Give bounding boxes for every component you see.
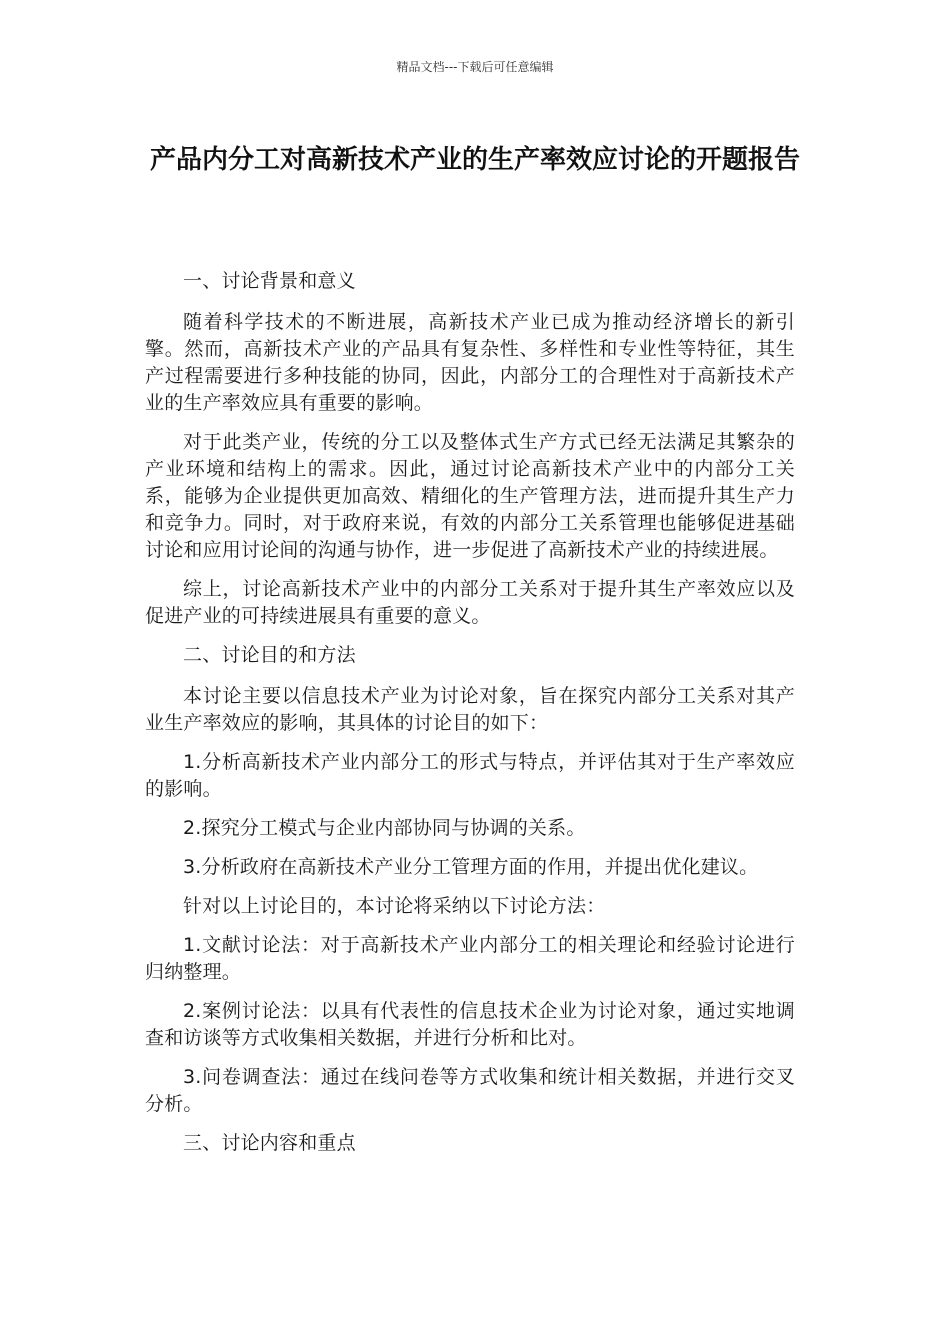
paragraph: 针对以上讨论目的，本讨论将采纳以下讨论方法：: [183, 895, 606, 917]
list-item: 1.分析高新技术产业内部分工的形式与特点，并评估其对于生产率效应的影响。: [145, 751, 795, 800]
paragraph: 本讨论主要以信息技术产业为讨论对象，旨在探究内部分工关系对其产业生产率效应的影响，其具体的讨论目的如下：: [145, 685, 795, 734]
list-item: 2.案例讨论法：以具有代表性的信息技术企业为讨论对象，通过实地调查和访谈等方式收集相关数据，并进行分析和比对。: [145, 1000, 795, 1049]
section-heading-background: 一、讨论背景和意义: [183, 270, 356, 292]
list-item: 3.问卷调查法：通过在线问卷等方式收集和统计相关数据，并进行交叉分析。: [145, 1066, 795, 1115]
section-heading-purpose: 二、讨论目的和方法: [183, 644, 356, 666]
paragraph: 对于此类产业，传统的分工以及整体式生产方式已经无法满足其繁杂的产业环境和结构上的需求。因此，通过讨论高新技术产业中的内部分工关系，能够为企业提供更加高效、精细化的生产管理方法，进而提升其生产力和竞争力。同时，对于政府来说，有效的内部分工关系管理也能够促进基础讨论和应用讨论间的沟通与协作，进一步促进了高新技术产业的持续进展。: [145, 431, 795, 561]
list-item: 1.文献讨论法：对于高新技术产业内部分工的相关理论和经验讨论进行归纳整理。: [145, 934, 795, 983]
header-note: 精品文档---下载后可任意编辑: [396, 60, 554, 74]
list-item: 3.分析政府在高新技术产业分工管理方面的作用，并提出优化建议。: [183, 856, 759, 878]
section-heading-content: 三、讨论内容和重点: [183, 1132, 356, 1154]
document-title: 产品内分工对高新技术产业的生产率效应讨论的开题报告: [149, 145, 800, 175]
paragraph: 综上，讨论高新技术产业中的内部分工关系对于提升其生产率效应以及促进产业的可持续进展具有重要的意义。: [145, 578, 795, 627]
paragraph: 随着科学技术的不断进展，高新技术产业已成为推动经济增长的新引擎。然而，高新技术产业的产品具有复杂性、多样性和专业性等特征，其生产过程需要进行多种技能的协同，因此，内部分工的合理性对于高新技术产业的生产率效应具有重要的影响。: [145, 311, 795, 414]
list-item: 2.探究分工模式与企业内部协同与协调的关系。: [183, 817, 586, 839]
document-body: [145, 268, 795, 1171]
